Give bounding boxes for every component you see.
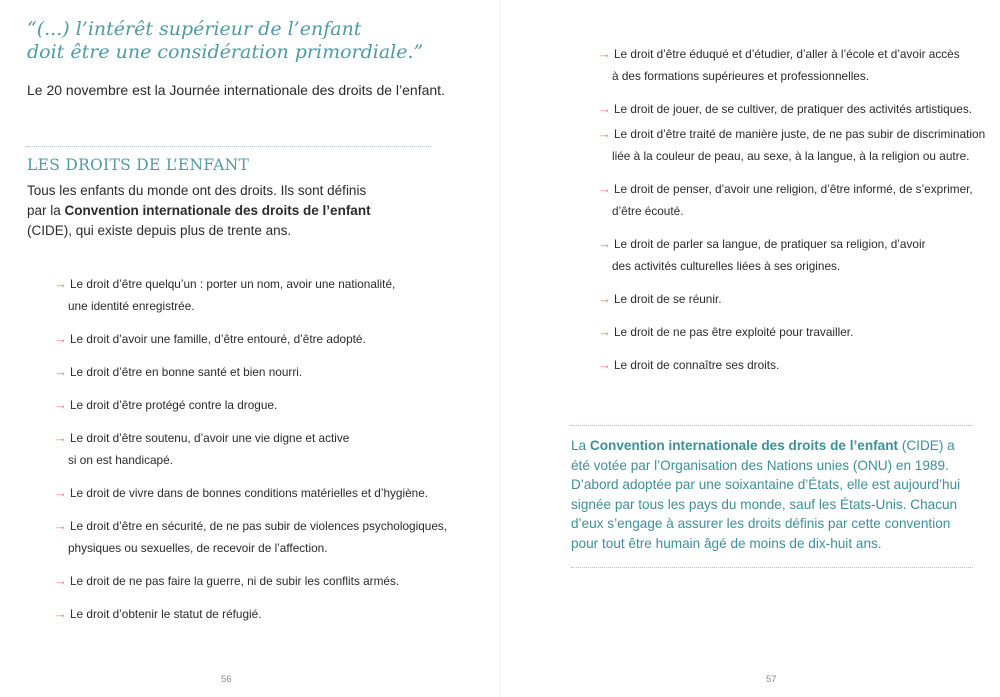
- right-item-line-1: Le droit de se réunir.: [614, 292, 722, 306]
- right-item: [598, 43, 998, 87]
- right-page: [500, 0, 1000, 697]
- right-item-line-1: Le droit d’être protégé contre la drogue.: [70, 398, 278, 412]
- arrow-right-icon: →: [598, 181, 611, 196]
- right-item: [54, 603, 454, 625]
- arrow-right-icon: →: [598, 324, 611, 339]
- arrow-right-icon: →: [598, 46, 611, 61]
- right-item-line-2: une identité enregistrée.: [68, 299, 195, 313]
- box-part2: (CIDE) a été votée par l’Organisation des Nations unies (ONU) en 1989. D’abord adoptée par une soixantaine d’États, elle est aujourd’hui signée par tous les pays du monde, sauf les États-Unis. Chacun d’eux s’engage à assurer les droits définis par cette convention pour tout être humain âgé de moins de dix-huit ans.: [571, 438, 961, 551]
- right-item-line-1: Le droit d’avoir une famille, d’être entouré, d’être adopté.: [70, 332, 366, 346]
- right-item: [598, 354, 998, 376]
- page-number-left: 56: [221, 674, 232, 685]
- right-item: [598, 123, 998, 167]
- right-item: [598, 233, 998, 277]
- quote: [27, 18, 423, 64]
- right-item-line-1: Le droit de penser, d’avoir une religion, d’être informé, de s’exprimer,: [614, 182, 973, 196]
- right-item: [54, 570, 454, 592]
- section-intro: [27, 181, 387, 241]
- section-separator: [27, 146, 431, 147]
- right-item: [54, 515, 454, 559]
- right-item: [54, 427, 454, 471]
- right-item-line-1: Le droit d’obtenir le statut de réfugié.: [70, 607, 262, 621]
- right-item-line-1: Le droit d’être éduqué et d’étudier, d’aller à l’école et d’avoir accès: [614, 47, 960, 61]
- arrow-right-icon: →: [598, 101, 611, 116]
- arrow-right-icon: →: [598, 236, 611, 251]
- right-item: [54, 482, 454, 504]
- right-item-line-1: Le droit de ne pas faire la guerre, ni de subir les conflits armés.: [70, 574, 400, 588]
- right-item: [598, 288, 998, 310]
- right-item-line-2: liée à la couleur de peau, au sexe, à la langue, à la religion ou autre.: [612, 149, 970, 163]
- cide-info-box: [571, 436, 976, 553]
- right-item-line-1: Le droit de parler sa langue, de pratiquer sa religion, d’avoir: [614, 237, 926, 251]
- arrow-right-icon: →: [54, 573, 67, 588]
- quote-line-2: doit être une considération primordiale.”: [27, 41, 424, 63]
- arrow-right-icon: →: [54, 331, 67, 346]
- right-item: [598, 98, 998, 120]
- right-item-line-2: à des formations supérieures et professionnelles.: [612, 69, 870, 83]
- right-item-line-1: Le droit de ne pas être exploité pour travailler.: [614, 325, 854, 339]
- right-item-line-2: d’être écouté.: [612, 204, 684, 218]
- box-bottom-separator: [571, 567, 973, 568]
- arrow-right-icon: →: [598, 291, 611, 306]
- right-item-line-1: Le droit d’être traité de manière juste, de ne pas subir de discrimination: [614, 127, 986, 141]
- right-item: [54, 328, 454, 350]
- section-intro-bold: Convention internationale des droits de l’enfant: [64, 203, 371, 218]
- right-item-line-1: Le droit de connaître ses droits.: [614, 358, 780, 372]
- arrow-right-icon: →: [54, 364, 67, 379]
- right-item-line-1: Le droit d’être soutenu, d’avoir une vie digne et active: [70, 431, 350, 445]
- arrow-right-icon: →: [54, 485, 67, 500]
- right-item: [54, 361, 454, 383]
- intro-text: Le 20 novembre est la Journée internationale des droits de l’enfant.: [27, 82, 445, 98]
- arrow-right-icon: →: [54, 606, 67, 621]
- right-item-line-1: Le droit d’être en sécurité, de ne pas subir de violences psychologiques,: [70, 519, 448, 533]
- section-intro-part2: (CIDE), qui existe depuis plus de trente ans.: [27, 223, 292, 238]
- section-title: LES DROITS DE L’ENFANT: [27, 156, 250, 174]
- arrow-right-icon: →: [598, 126, 611, 141]
- right-item: [54, 273, 454, 317]
- arrow-right-icon: →: [54, 430, 67, 445]
- box-top-separator: [571, 425, 973, 426]
- right-item-line-2: des activités culturelles liées à ses origines.: [612, 259, 841, 273]
- box-bold: Convention internationale des droits de l’enfant: [589, 438, 899, 453]
- arrow-right-icon: →: [54, 518, 67, 533]
- right-item-line-2: si on est handicapé.: [68, 453, 173, 467]
- arrow-right-icon: →: [54, 397, 67, 412]
- section-intro-part1: Tous les enfants du monde ont des droits. Ils sont définis par la: [27, 183, 367, 218]
- right-item: [598, 178, 998, 222]
- quote-line-1: “(...) l’intérêt supérieur de l’enfant: [27, 18, 362, 40]
- box-part1: La: [571, 438, 590, 453]
- page-number-right: 57: [766, 674, 777, 685]
- arrow-right-icon: →: [598, 357, 611, 372]
- right-item: [598, 321, 998, 343]
- arrow-right-icon: →: [54, 276, 67, 291]
- right-item-line-1: Le droit de jouer, de se cultiver, de pratiquer des activités artistiques.: [614, 102, 973, 116]
- right-item-line-1: Le droit de vivre dans de bonnes conditions matérielles et d’hygiène.: [70, 486, 429, 500]
- right-item: [54, 394, 454, 416]
- right-item-line-2: physiques ou sexuelles, de recevoir de l’affection.: [68, 541, 328, 555]
- right-item-line-1: Le droit d’être en bonne santé et bien nourri.: [70, 365, 303, 379]
- right-item-line-1: Le droit d’être quelqu’un : porter un nom, avoir une nationalité,: [70, 277, 396, 291]
